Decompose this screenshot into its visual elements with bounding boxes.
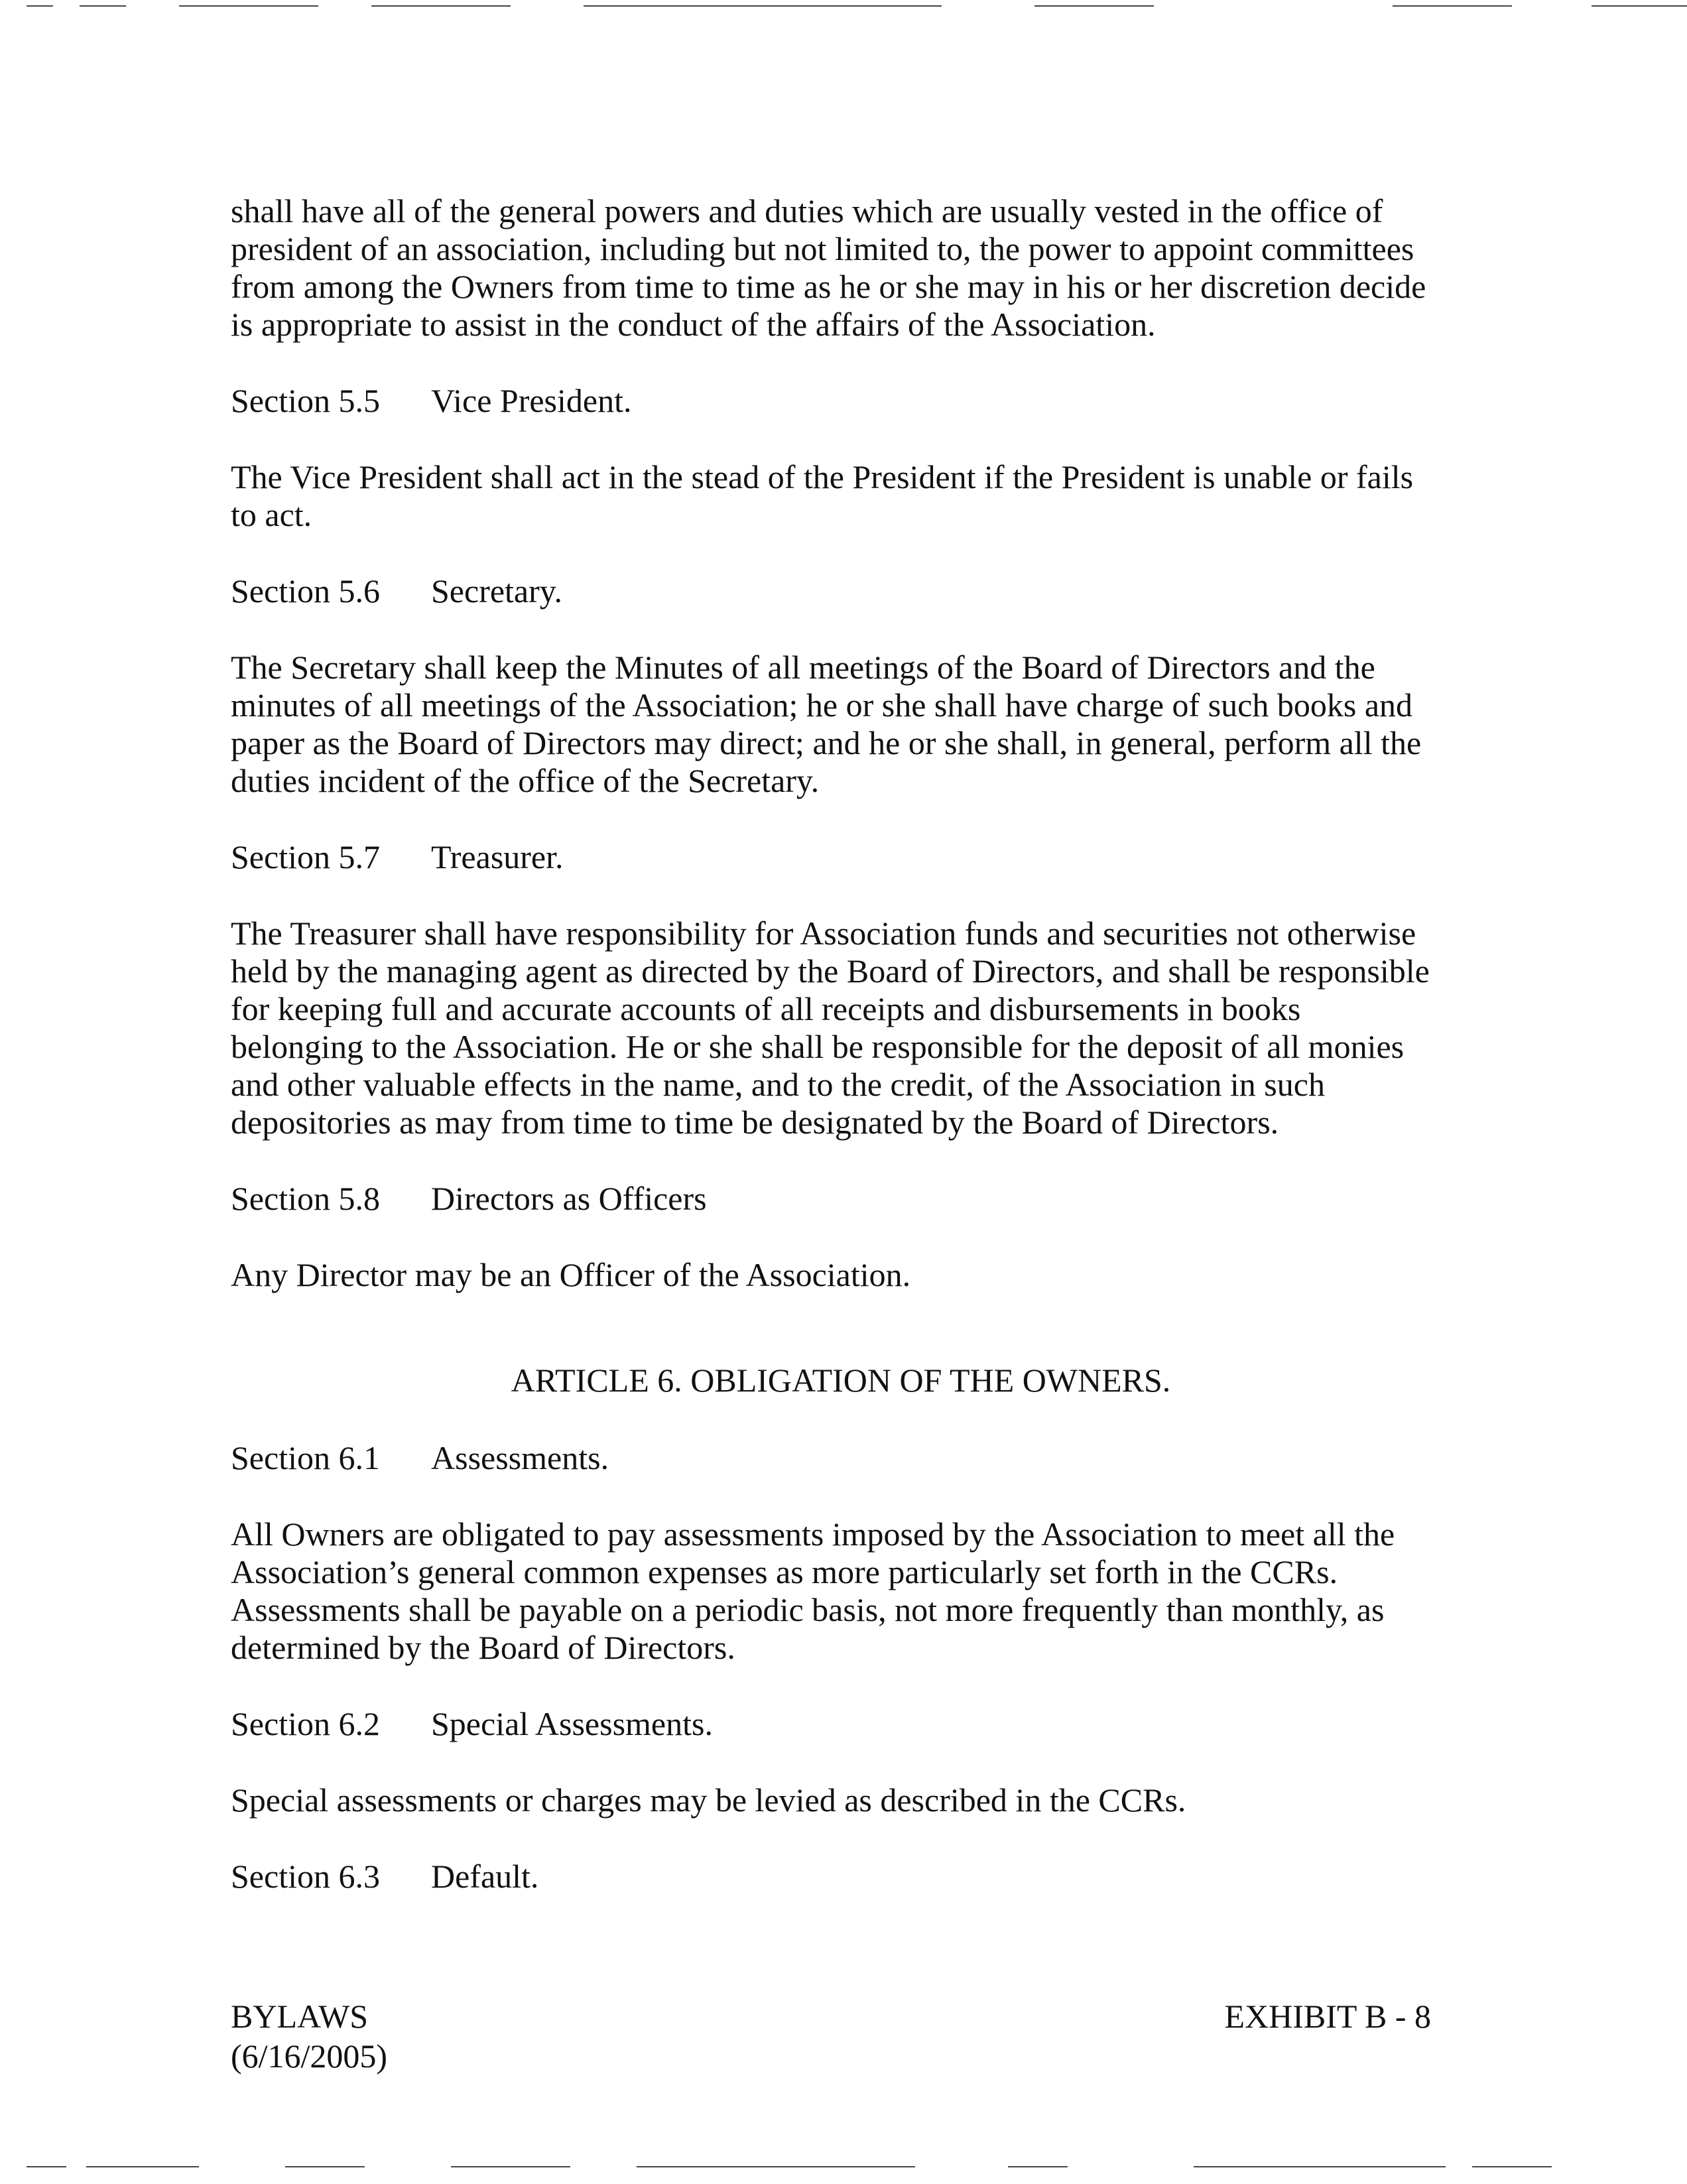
section-title: Directors as Officers: [431, 1180, 707, 1217]
section-body: Any Director may be an Officer of the Association.: [231, 1256, 911, 1293]
footer-page-label: EXHIBIT B - 8: [1224, 1998, 1431, 2035]
section-title: Special Assessments.: [431, 1705, 713, 1742]
section-number: Section 6.3: [231, 1858, 380, 1895]
footer-document-name: BYLAWS: [231, 1998, 369, 2035]
section-title: Assessments.: [431, 1439, 609, 1476]
section-body: The Secretary shall keep the Minutes of all meetings of the Board of Directors and the minutes of all meetings of the Association; he or she shall have charge of such books and paper as the Board of Directors may direct; and he or she shall, in general, perform all the duties incident of the office of the Secretary.: [231, 649, 1422, 799]
section-heading: [231, 572, 1431, 610]
section-title: Secretary.: [431, 572, 563, 610]
opening-paragraph: shall have all of the general powers and duties which are usually vested in the office of president of an association, including but not limited to, the power to appoint committees from among the Owners from time to time as he or she may in his or her discretion decide is appropriate to assist in the conduct of the affairs of the Association.: [231, 192, 1426, 343]
section-heading: [231, 838, 1431, 876]
scan-edge-top: [0, 5, 1687, 9]
section-heading: [231, 1180, 1431, 1218]
article-heading: ARTICLE 6. OBLIGATION OF THE OWNERS.: [511, 1362, 1171, 1399]
section-body: All Owners are obligated to pay assessments imposed by the Association to meet all the Association’s general common expenses as more particularly set forth in the CCRs. Assessments shall be payable on a periodic basis, not more frequently than monthly, as determined by the Board of Directors.: [231, 1515, 1395, 1666]
section-number: Section 6.2: [231, 1705, 380, 1742]
section-number: Section 5.6: [231, 572, 380, 610]
section-heading: [231, 1858, 1431, 1895]
section-heading: [231, 1439, 1431, 1477]
section-body: The Vice President shall act in the stead of the President if the President is unable or fails to act.: [231, 458, 1414, 533]
section-number: Section 6.1: [231, 1439, 380, 1476]
section-heading: [231, 382, 1431, 420]
document-body: [231, 192, 1431, 1934]
section-number: Section 5.8: [231, 1180, 380, 1217]
section-number: Section 5.5: [231, 382, 380, 419]
section-body: Special assessments or charges may be levied as described in the CCRs.: [231, 1781, 1186, 1819]
scan-edge-bottom: [0, 2166, 1687, 2170]
footer-document-date: (6/16/2005): [231, 2037, 388, 2075]
section-title: Default.: [431, 1858, 539, 1895]
section-number: Section 5.7: [231, 838, 380, 875]
section-heading: [231, 1705, 1431, 1743]
section-title: Treasurer.: [431, 838, 564, 875]
footer-left: [231, 1996, 387, 2076]
section-body: The Treasurer shall have responsibility for Association funds and securities not otherwise held by the managing agent as directed by the Board of Directors, and shall be responsible for keeping full and accurate accounts of all receipts and disbursements in books belonging to the Association. He or she shall be responsible for the deposit of all monies and other valuable effects in the name, and to the credit, of the Association in such depositories as may from time to time be designated by the Board of Directors.: [231, 915, 1430, 1141]
section-title: Vice President.: [431, 382, 632, 419]
